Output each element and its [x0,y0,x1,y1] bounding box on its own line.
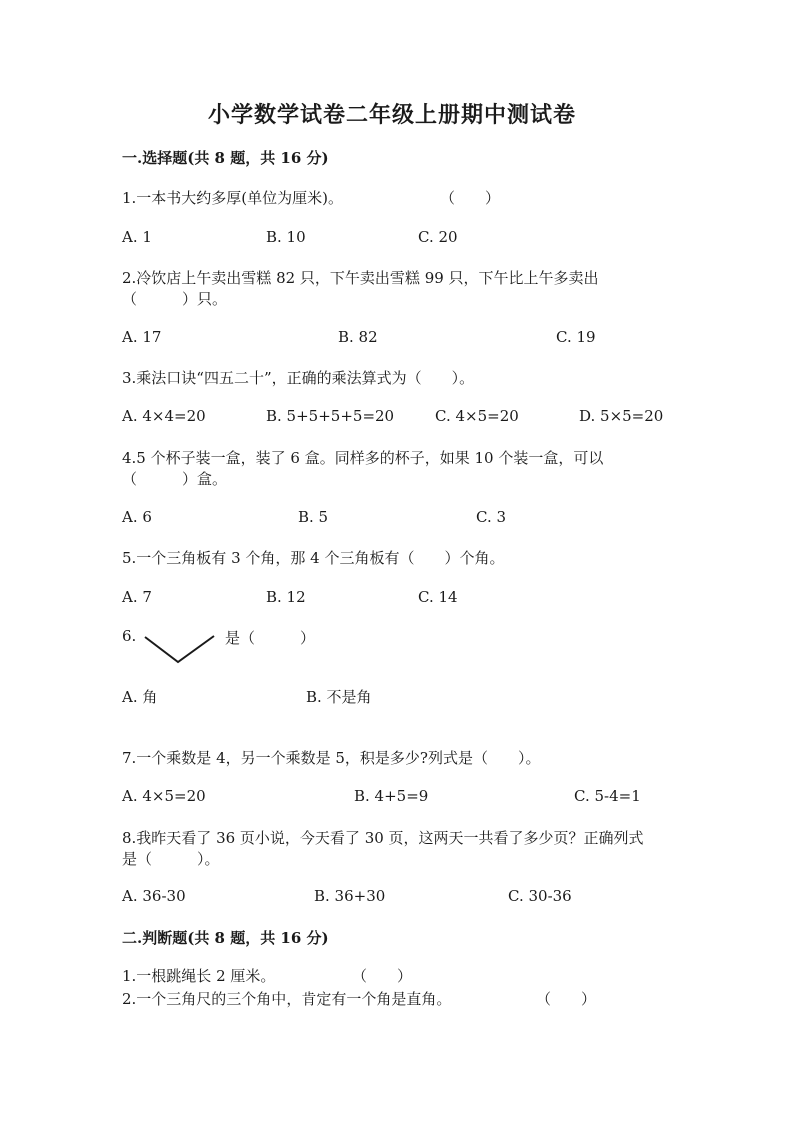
question-4-line-2: （ ）盒。 [122,470,228,488]
angle-figure [144,633,216,665]
question-6-option-b: B. 不是角 [306,688,372,706]
page-title: 小学数学试卷二年级上册期中测试卷 [208,102,577,128]
judgement-2-blank: （ ） [536,990,597,1008]
question-7-option-a: A. 4×5=20 [122,787,206,805]
question-3-option-a: A. 4×4=20 [122,407,206,425]
question-6-number: 6. [122,627,137,645]
question-2-option-b: B. 82 [338,328,378,346]
question-8-line-1: 8.我昨天看了 36 页小说，今天看了 30 页，这两天一共看了多少页？正确列式 [122,829,644,847]
question-2-line-1: 2.冷饮店上午卖出雪糕 82 只，下午卖出雪糕 99 只，下午比上午多卖出 [122,269,599,287]
question-7-option-c: C. 5-4=1 [574,787,641,805]
question-1-blank: （ ） [440,189,501,207]
question-5-text: 5.一个三角板有 3 个角，那 4 个三角板有（ ）个角。 [122,549,505,567]
question-3-option-c: C. 4×5=20 [435,407,519,425]
judgement-1-text: 1.一根跳绳长 2 厘米。 [122,967,276,985]
question-8-option-b: B. 36+30 [314,887,386,905]
question-5-option-a: A. 7 [122,588,152,606]
question-4-option-a: A. 6 [122,508,152,526]
question-7-text: 7.一个乘数是 4，另一个乘数是 5，积是多少?列式是（ ）。 [122,749,541,767]
question-6-option-a: A. 角 [122,688,158,706]
question-4-line-1: 4.5 个杯子装一盒，装了 6 盒。同样多的杯子，如果 10 个装一盒，可以 [122,449,604,467]
question-3-option-d: D. 5×5=20 [579,407,664,425]
question-1-option-b: B. 10 [266,228,306,246]
question-8-line-2: 是（ ）。 [122,850,220,868]
question-3-text: 3.乘法口诀“四五二十”，正确的乘法算式为（ ）。 [122,369,475,387]
question-2-option-a: A. 17 [122,328,162,346]
question-8-option-a: A. 36-30 [122,887,186,905]
question-2-line-2: （ ）只。 [122,290,228,308]
question-5-option-b: B. 12 [266,588,306,606]
question-4-option-c: C. 3 [476,508,507,526]
section-heading-judgement: 二.判断题(共 8 题，共 16 分) [122,929,329,947]
question-7-option-b: B. 4+5=9 [354,787,429,805]
question-2-option-c: C. 19 [556,328,596,346]
question-8-option-c: C. 30-36 [508,887,572,905]
question-1-option-c: C. 20 [418,228,458,246]
question-1-text: 1.一本书大约多厚(单位为厘米)。 [122,189,344,207]
question-4-option-b: B. 5 [298,508,329,526]
question-1-option-a: A. 1 [122,228,152,246]
question-5-option-c: C. 14 [418,588,458,606]
judgement-2-text: 2.一个三角尺的三个角中，肯定有一个角是直角。 [122,990,452,1008]
section-heading-choice: 一.选择题(共 8 题，共 16 分) [122,149,329,167]
question-3-option-b: B. 5+5+5+5=20 [266,407,395,425]
judgement-1-blank: （ ） [352,967,413,985]
question-6-text: 是（ ） [225,629,316,647]
